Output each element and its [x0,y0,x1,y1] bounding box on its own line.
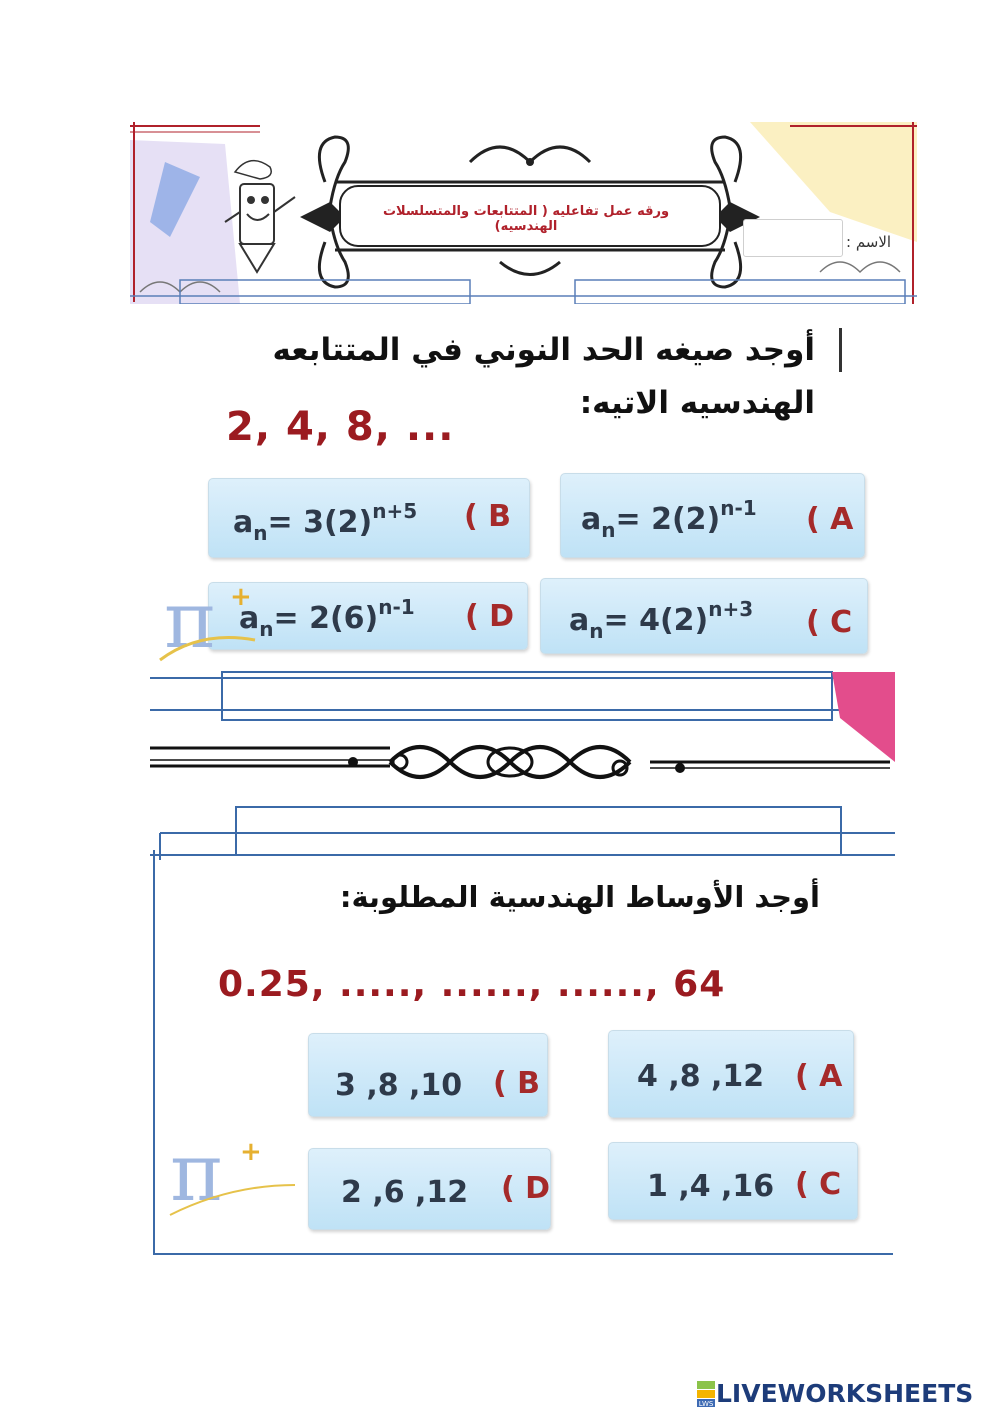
q2-option-a-letter: ( A [795,1059,843,1094]
formula-exponent: n+5 [372,499,418,523]
logo-letters: LWS [698,1400,714,1407]
pencil-mascot-icon [225,161,295,272]
question2-sequence: 0.25, ....., ......, ......, 64 [218,964,726,1005]
q2-option-d-letter: ( D [501,1171,551,1206]
q2-option-a-values: 4 ,8 ,12 [637,1059,765,1094]
formula-equation: = 4(2) [603,603,709,638]
q1-option-a-button[interactable] [560,473,865,558]
q1-option-a-letter: ( A [806,502,854,537]
q1-option-c-formula [569,597,753,643]
q2-option-b-letter: ( B [493,1066,541,1101]
q1-option-b-formula [233,499,417,545]
q2-option-c-button[interactable] [608,1142,858,1220]
pi-plus: + [230,582,252,612]
panel-edge [839,328,842,372]
q2-option-c-values: 1 ,4 ,16 [647,1169,775,1204]
question2-panel-bottom [153,1253,893,1255]
formula-subscript: n [259,617,274,641]
question1-prompt-line2: الهندسيه الاتيه: [579,385,815,421]
formula-equation: = 3(2) [267,505,373,540]
q2-option-c-letter: ( C [795,1167,842,1202]
formula-subscript: n [589,619,604,643]
q1-option-c-letter: ( C [806,605,853,640]
formula-subscript: n [253,521,268,545]
q2-option-b-button[interactable] [308,1033,548,1117]
q1-option-c-button[interactable] [540,578,868,654]
formula-equation: = 2(2) [615,502,721,537]
pi-logo-icon [160,1120,300,1240]
q1-option-d-formula [239,595,415,641]
pi-logo-icon [150,565,260,675]
question2-panel-border [153,850,155,1255]
worksheet-title: ورقه عمل تفاعليه ( المتتابعات والمتسلسلات الهندسيه) [382,204,670,234]
formula-a: a [569,603,590,638]
worksheet-header [130,122,917,304]
name-input[interactable] [743,219,843,257]
question1-sequence: 2, 4, 8, ... [226,404,455,450]
formula-a: a [233,505,254,540]
pi-symbol: π [164,576,216,666]
formula-a: a [581,502,602,537]
liveworksheets-logo-icon [697,1381,715,1407]
q1-option-b-button[interactable] [208,478,530,558]
q1-option-d-letter: ( D [465,599,515,634]
pi-symbol: π [170,1126,223,1219]
formula-exponent: n+3 [708,597,754,621]
question2-prompt: أوجد الأوساط الهندسية المطلوبة: [339,880,820,914]
q1-option-b-letter: ( B [464,499,512,534]
formula-a: a [239,601,260,636]
formula-subscript: n [601,518,616,542]
q1-option-a-formula [581,496,757,542]
q2-option-d-button[interactable] [308,1148,551,1230]
formula-equation: = 2(6) [273,601,379,636]
q2-option-d-values: 2 ,6 ,12 [341,1175,469,1210]
pi-plus: + [240,1137,262,1167]
name-label: الاسم : [846,233,892,251]
q2-option-b-values: 3 ,8 ,10 [335,1068,463,1103]
formula-exponent: n-1 [378,595,415,619]
formula-exponent: n-1 [720,496,757,520]
liveworksheets-brand[interactable]: LIVEWORKSHEETS [716,1379,974,1408]
q2-option-a-button[interactable] [608,1030,854,1118]
section-divider [150,670,895,860]
question1-prompt-line1: أوجد صيغه الحد النوني في المتتابعه [272,332,815,368]
